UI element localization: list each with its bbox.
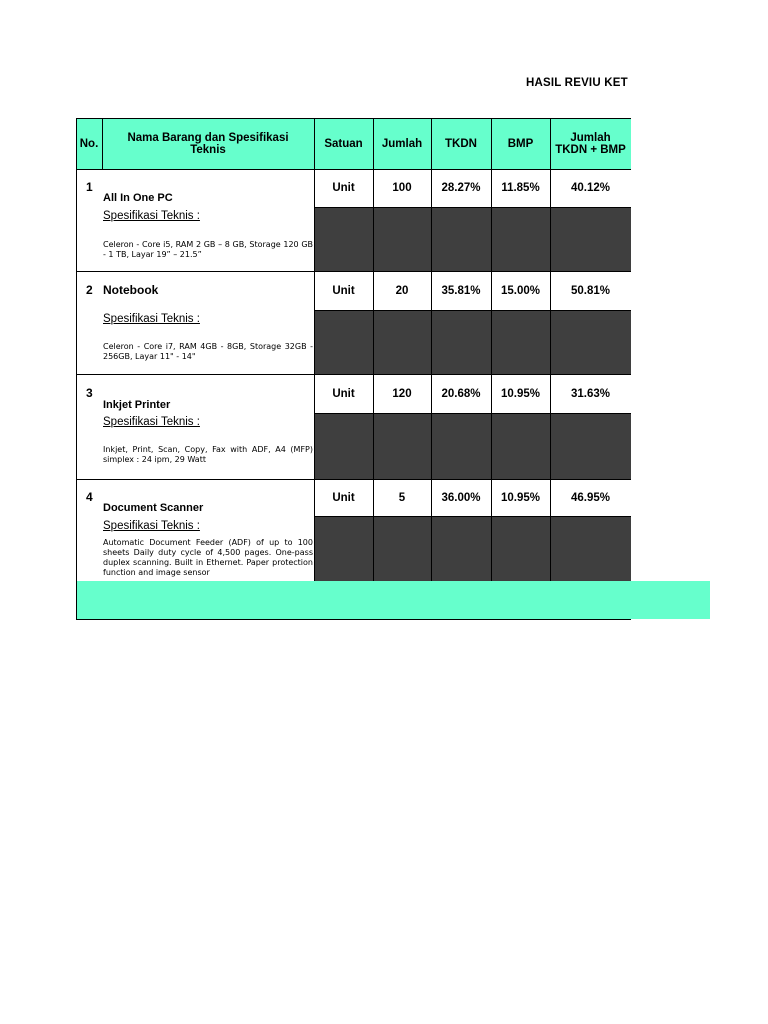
row-number: 3	[86, 386, 93, 400]
shade-row-2	[314, 310, 631, 374]
tkdn-cell: 28.27%	[441, 181, 481, 194]
bmp-cell: 10.95%	[500, 387, 540, 400]
grid-hline	[76, 118, 631, 119]
grid-hline	[314, 413, 631, 414]
spec-label: Spesifikasi Teknis :	[103, 520, 200, 532]
unit-cell: Unit	[332, 284, 355, 297]
item-name: Inkjet Printer	[103, 399, 171, 411]
shade-row-4	[314, 516, 631, 581]
shade-row-1	[314, 207, 631, 271]
header-qty: Jumlah	[381, 137, 423, 150]
spec-text: Inkjet, Print, Scan, Copy, Fax with ADF, A4 (MFP) simplex : 24 ipm, 29 Watt	[103, 445, 313, 464]
unit-cell: Unit	[332, 387, 355, 400]
header-tkdn: TKDN	[445, 137, 477, 150]
bmp-cell: 15.00%	[500, 284, 540, 297]
spec-text: Automatic Document Feeder (ADF) of up to 100 sheets Daily duty cycle of 4,500 pages. One-pass duplex scanning. Built in Ethernet. Paper protection function and image sensor	[103, 538, 313, 577]
item-name: Document Scanner	[103, 502, 204, 514]
total-cell: 40.12%	[570, 181, 610, 194]
header-total: Jumlah TKDN + BMP	[555, 131, 626, 156]
qty-cell: 20	[395, 284, 409, 297]
tkdn-cell: 35.81%	[441, 284, 481, 297]
total-cell: 46.95%	[570, 491, 610, 504]
footer-band	[76, 581, 710, 619]
spec-label: Spesifikasi Teknis :	[103, 313, 200, 325]
spec-label: Spesifikasi Teknis :	[103, 416, 200, 428]
qty-cell: 120	[392, 387, 412, 400]
total-cell: 50.81%	[570, 284, 610, 297]
spec-text: Celeron - Core i5, RAM 2 GB – 8 GB, Storage 120 GB - 1 TB, Layar 19” – 21.5”	[103, 240, 313, 259]
total-cell: 31.63%	[570, 387, 610, 400]
header-bmp: BMP	[507, 137, 534, 150]
page-title: HASIL REVIU KET	[526, 77, 628, 89]
qty-cell: 5	[398, 491, 406, 504]
shade-row-3-ext	[314, 413, 373, 435]
row-number: 1	[86, 180, 93, 194]
bmp-cell: 10.95%	[500, 491, 540, 504]
tkdn-cell: 36.00%	[441, 491, 481, 504]
tkdn-cell: 20.68%	[441, 387, 481, 400]
grid-hline	[76, 619, 631, 620]
qty-cell: 100	[392, 181, 412, 194]
header-unit: Satuan	[324, 137, 363, 150]
spec-label: Spesifikasi Teknis :	[103, 210, 200, 222]
header-name: Nama Barang dan Spesifikasi Teknis	[127, 131, 289, 156]
grid-hline	[314, 516, 631, 517]
bmp-cell: 11.85%	[501, 181, 540, 194]
row-number: 2	[86, 283, 93, 297]
item-name: All In One PC	[103, 192, 173, 204]
unit-cell: Unit	[332, 181, 355, 194]
grid-hline	[314, 207, 631, 208]
row-number: 4	[86, 490, 93, 504]
unit-cell: Unit	[332, 491, 355, 504]
grid-vline	[102, 118, 103, 169]
grid-vline	[76, 118, 77, 619]
header-no: No.	[79, 137, 99, 150]
spec-text: Celeron - Core i7, RAM 4GB - 8GB, Storage 32GB - 256GB, Layar 11" - 14"	[103, 342, 313, 361]
item-name: Notebook	[103, 283, 159, 297]
grid-hline	[314, 310, 631, 311]
